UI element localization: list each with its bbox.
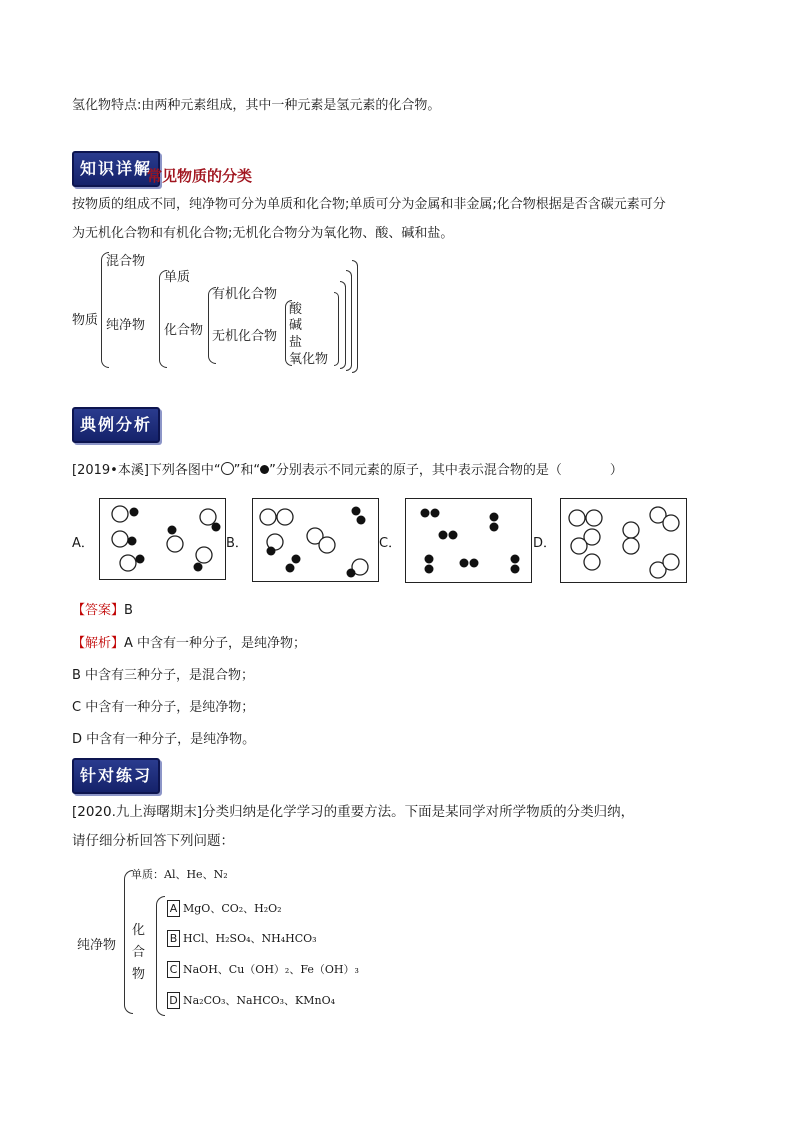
answer-value: B (124, 603, 133, 618)
tree-acid: 酸 (289, 302, 303, 317)
question-text-1: [2019•本溪]下列各图中“ (72, 463, 221, 478)
option-a-molecules (100, 499, 225, 579)
option-c-molecules (406, 499, 531, 582)
practice-compound-label (132, 920, 148, 986)
option-label-a: A． (72, 536, 94, 551)
option-a-diagram (99, 498, 226, 580)
tree-root: 物质 (72, 313, 99, 328)
compound-char-3: 物 (132, 967, 146, 982)
practice-row-b (167, 930, 317, 947)
row-c-text: NaOH、Cu（OH）₂、Fe（OH）₃ (183, 963, 359, 976)
question-text-2: ”和“ (233, 463, 261, 478)
tree-close-brace-4 (352, 260, 358, 373)
practice-row-a (167, 900, 282, 917)
practice-brace-compound (156, 896, 165, 1016)
row-a-text: MgO、CO₂、H₂O₂ (183, 902, 282, 915)
white-atom-icon (221, 462, 234, 475)
black-atom-icon (260, 465, 269, 474)
answer-line (72, 599, 133, 618)
row-b-text: HCl、H₂SO₄、NH₄HCO₃ (183, 932, 317, 945)
analysis-text-1: A 中含有一种分子，是纯净物； (124, 636, 307, 651)
practice-element-row (131, 866, 228, 882)
analysis-line-4: D 中含有一种分子，是纯净物。 (72, 732, 256, 747)
analysis-label: 【解析】 (72, 636, 125, 651)
hydride-definition: 氢化物特点:由两种元素组成，其中一种元素是氢元素的化合物。 (72, 98, 441, 113)
tree-close-brace-1 (334, 292, 339, 366)
section-badge-practice: 针对练习 (72, 758, 160, 794)
tree-element: 单质 (164, 270, 191, 285)
classification-paragraph-line2: 为无机化合物和有机化合物;无机化合物分为氧化物、酸、碱和盐。 (72, 226, 454, 241)
row-d-box: D (167, 992, 180, 1009)
option-label-d: D． (533, 536, 557, 551)
compound-char-1: 化 (132, 923, 146, 938)
compound-char-2: 合 (132, 945, 146, 960)
analysis-line-1 (72, 632, 306, 651)
practice-question-line1: [2020.九上海曙期末]分类归纳是化学学习的重要方法。下面是某同学对所学物质的分类归纳， (72, 804, 635, 820)
example-question (72, 459, 623, 478)
tree-brace-root (101, 252, 109, 368)
section-badge-example: 典例分析 (72, 407, 160, 443)
option-label-c: C． (379, 536, 402, 551)
option-b-molecules (253, 499, 378, 581)
row-c-box: C (167, 961, 180, 978)
option-b-diagram (252, 498, 379, 582)
tree-mixture: 混合物 (106, 254, 146, 269)
tree-oxide: 氧化物 (289, 352, 329, 367)
tree-organic: 有机化合物 (212, 287, 278, 302)
question-text-3: ”分别表示不同元素的原子，其中表示混合物的是（ (269, 463, 562, 478)
tree-salt: 盐 (289, 335, 303, 350)
section-badge-knowledge: 知识详解 (72, 151, 160, 187)
tree-pure: 纯净物 (106, 318, 146, 333)
question-text-4: ） (609, 463, 623, 478)
row-d-text: Na₂CO₃、NaHCO₃、KMnO₄ (183, 994, 336, 1007)
analysis-line-3: C 中含有一种分子，是纯净物； (72, 700, 255, 715)
tree-compound: 化合物 (164, 323, 204, 338)
option-label-b: B． (226, 536, 248, 551)
practice-root: 纯净物 (77, 938, 117, 953)
element-row-text: 单质：Al、He、N₂ (131, 868, 228, 881)
section-title-classification: 常见物质的分类 (147, 167, 253, 185)
analysis-line-2: B 中含有三种分子，是混合物； (72, 668, 255, 683)
practice-question-line2: 请仔细分析回答下列问题： (72, 833, 234, 849)
classification-paragraph-line1: 按物质的组成不同，纯净物可分为单质和化合物;单质可分为金属和非金属;化合物根据是否含碳元素可分 (72, 197, 666, 212)
option-d-diagram (560, 498, 687, 583)
practice-row-d (167, 992, 335, 1009)
row-a-box: A (167, 900, 180, 917)
row-b-box: B (167, 930, 180, 947)
tree-base: 碱 (289, 318, 303, 333)
option-d-molecules (561, 499, 686, 582)
tree-inorganic: 无机化合物 (212, 329, 278, 344)
practice-row-c (167, 961, 359, 978)
option-c-diagram (405, 498, 532, 583)
answer-label: 【答案】 (72, 603, 125, 618)
